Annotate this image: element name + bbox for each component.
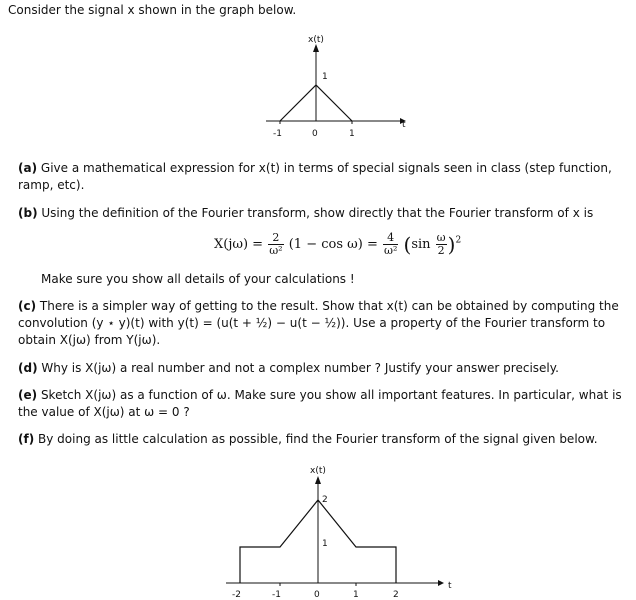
part-b-note: Make sure you show all details of your calculations ! xyxy=(41,272,355,286)
graph2-tick-label: 2 xyxy=(393,590,399,600)
t-axis-arrow-icon xyxy=(438,580,444,586)
part-b-text: Using the definition of the Fourier transform, show directly that the Fourier transform of x is xyxy=(41,206,594,220)
part-f xyxy=(18,431,623,448)
part-a xyxy=(18,160,623,194)
part-e xyxy=(18,387,623,421)
triangle-signal-graph xyxy=(250,30,420,142)
part-b xyxy=(18,205,623,222)
part-e-text: Sketch X(jω) as a function of ω. Make sure you show all important features. In particular, what is the value of X(jω) at ω = 0 ? xyxy=(18,388,622,419)
intro-text: Consider the signal x shown in the graph below. xyxy=(8,3,297,17)
part-d xyxy=(18,360,623,377)
y-axis-arrow-icon xyxy=(313,44,319,52)
part-c-text: There is a simpler way of getting to the result. Show that x(t) can be obtained by computing the convolution (y ⋆ y)(t) with y(t) = (u(t + ½) − u(t − ½)). Use a property of the Fourier transform to obtain X(jω) from Y(jω). xyxy=(18,299,619,347)
eq-sin: sin xyxy=(411,237,431,252)
graph2-ytick-label: 2 xyxy=(322,495,328,505)
eq-lhs: X(jω) = xyxy=(214,237,264,252)
graph2-tick-label: 1 xyxy=(353,590,359,600)
graph2-ytick-label: 1 xyxy=(322,539,328,549)
part-c xyxy=(18,298,623,349)
part-a-text: Give a mathematical expression for x(t) in terms of special signals seen in class (step function, ramp, etc). xyxy=(18,161,612,192)
graph2-tick-label: 0 xyxy=(314,590,320,600)
graph2-ylabel: x(t) xyxy=(310,466,326,476)
eq-mid: (1 − cos ω) = xyxy=(288,237,378,252)
eq-frac2: $\frac{4}{\text{ω²}}$ xyxy=(383,231,398,257)
eq-power: 2 xyxy=(455,235,462,246)
part-d-text: Why is X(jω) a real number and not a complex number ? Justify your answer precisely. xyxy=(41,361,559,375)
part-e-label: (e) xyxy=(18,388,38,402)
fourier-equation: X(jω) = $\frac{2}{\text{ω²}}$ (1 − cos ω) = $\frac{4}{\text{ω²}}$ (sin $\frac{\omega}{2}$ )$^2$ xyxy=(214,231,462,257)
part-a-label: (a) xyxy=(18,161,38,175)
part-c-label: (c) xyxy=(18,299,37,313)
second-signal-graph xyxy=(212,460,462,600)
graph1-tick-label: 0 xyxy=(312,129,318,139)
graph1-tick-label: 1 xyxy=(349,129,355,139)
part-b-label: (b) xyxy=(18,206,38,220)
eq-frac1: $\frac{2}{\text{ω²}}$ xyxy=(269,231,283,257)
eq-frac3: $\frac{\omega}{2}$ xyxy=(436,231,446,257)
part-f-text: By doing as little calculation as possible, find the Fourier transform of the signal given below. xyxy=(38,432,598,446)
part-f-label: (f) xyxy=(18,432,35,446)
graph1-tick-label: -1 xyxy=(273,129,282,139)
part-d-label: (d) xyxy=(18,361,38,375)
graph1-peak-label: 1 xyxy=(322,72,328,82)
y-axis-arrow-icon xyxy=(315,476,321,484)
graph1-ylabel: x(t) xyxy=(308,35,324,45)
graph2-tick-label: -2 xyxy=(232,590,241,600)
graph2-tlabel: t xyxy=(448,581,452,591)
graph2-tick-label: -1 xyxy=(272,590,281,600)
graph1-tlabel: t xyxy=(402,120,406,130)
